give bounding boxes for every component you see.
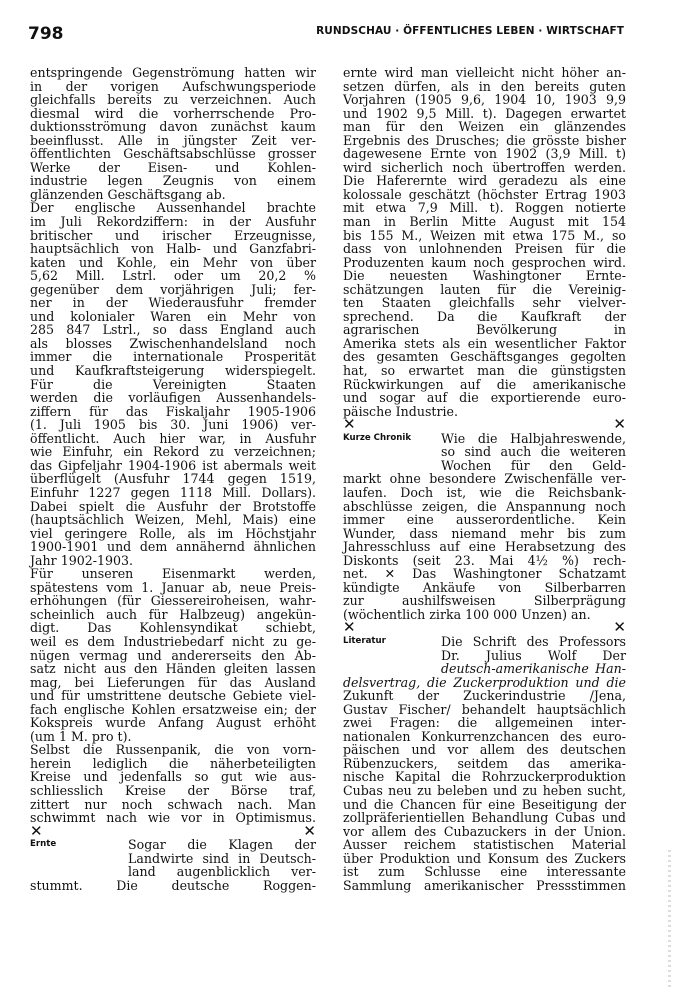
text-line: markt ohne besondere Zwischenfälle ver-	[343, 471, 626, 487]
text-line: Landwirte sind in Deutsch-	[128, 850, 316, 866]
text-line: Cubas neu zu beleben und zu heben sucht,	[343, 782, 626, 798]
text-line: mag, bei Lieferungen für das Ausland	[30, 674, 316, 690]
text-line: immer die internationale Prosperität	[30, 349, 316, 365]
page-number: 798	[28, 24, 64, 44]
text-line: (um 1 M. pro t).	[30, 728, 132, 744]
scan-artifact	[668, 850, 671, 990]
text-line: Amerika stets als ein wesentlicher Faktor	[343, 335, 626, 351]
text-line: und sogar auf die exportierende euro-	[343, 390, 626, 406]
text-line: Zukunft der Zuckerindustrie /Jena,	[343, 688, 626, 704]
section-divider	[343, 415, 626, 434]
text-line: päische Industrie.	[343, 403, 458, 419]
text-line: 1900-1901 und dem annähernd ähnlichen	[30, 539, 316, 555]
cross-marker-icon: ✕	[30, 821, 43, 840]
text-line: und Kaufkraftsteigerung widerspiegelt.	[30, 363, 316, 379]
text-line: gegenüber dem vorjährigen Juli; fer-	[30, 281, 316, 297]
text-line: und für umstrittene deutsche Gebiete viel-	[30, 688, 316, 704]
text-line: Gustav Fischer/ behandelt hauptsächlich	[343, 701, 626, 717]
text-line: Dr. Julius Wolf Der	[441, 647, 626, 663]
left-column	[30, 66, 316, 892]
text-line: beeinflusst. Alle in jüngster Zeit ver-	[30, 132, 316, 148]
text-line: deutsch-amerikanische Han-	[441, 661, 626, 677]
text-line: scheinlich auch für Halbzeug) angekün-	[30, 606, 316, 622]
text-line: öffentlichten Geschäftsabschlüsse grosser	[30, 146, 316, 162]
text-line: land augenblicklich ver-	[128, 864, 316, 880]
cross-marker-icon: ✕	[613, 618, 626, 637]
text-line: entspringende Gegenströmung hatten wir	[30, 65, 316, 80]
text-line: und die Chancen für eine Beseitigung der	[343, 796, 626, 812]
text-line: im Juli Rekordziffern: in der Ausfuhr	[30, 214, 316, 230]
running-head: RUNDSCHAU · ÖFFENTLICHES LEBEN · WIRTSCHAFT	[316, 25, 624, 37]
text-line: satz nicht aus den Händen gleiten lassen	[30, 661, 316, 677]
text-line: Wochen für den Geld-	[441, 457, 626, 473]
text-line: man in Berlin Mitte August mit 154	[343, 214, 626, 230]
text-line: spätestens vom 1. Januar ab, neue Preis-	[30, 579, 316, 595]
text-line: schätzungen lauten für die Vereinig-	[343, 281, 626, 297]
cross-marker-icon: ✕	[613, 415, 626, 434]
section-kurze-chronik	[343, 432, 626, 622]
text-line: dass von unlohnenden Preisen für die	[343, 241, 626, 257]
text-line: zwei Fragen: die allgemeinen inter-	[343, 715, 626, 731]
text-line: Rübenzuckers, seitdem das amerika-	[343, 755, 626, 771]
text-line: 5,62 Mill. Lstrl. oder um 20,2 %	[30, 268, 316, 284]
cross-marker-icon: ✕	[303, 821, 316, 840]
text-line: immer eine ausserordentliche. Kein	[343, 512, 626, 528]
text-line: überflügelt (Ausfuhr 1744 gegen 1519,	[30, 471, 316, 487]
text-line: Jahresschluss auf eine Herabsetzung des	[343, 539, 626, 555]
text-line: net. ✕ Das Washingtoner Schatzamt	[343, 566, 626, 582]
text-line: Die neuesten Washingtoner Ernte-	[343, 268, 626, 284]
text-line: zollpräferientiellen Behandlung Cubas und	[343, 810, 626, 826]
text-line: Die Schrift des Professors	[441, 633, 626, 649]
text-line: delsvertrag, die Zuckerproduktion und die	[343, 674, 626, 690]
text-line: nügen vermag und andererseits den Ab-	[30, 647, 316, 663]
text-line: katen und Kohle, ein Mehr von über	[30, 254, 316, 270]
text-line: gleichfalls bereits zu verzeichnen. Auch	[30, 92, 316, 108]
text-line: Vorjahren (1905 9,6, 1904 10, 1903 9,9	[343, 92, 626, 108]
text-line: schwimmt nach wie vor in Optimismus.	[30, 810, 316, 826]
text-line: erhöhungen (für Giessereiroheisen, wahr-	[30, 593, 316, 609]
text-line: Selbst die Russenpanik, die von vorn-	[30, 742, 316, 758]
text-line: herein lediglich die näherbeteiligten	[30, 755, 316, 771]
text-line: setzen dürfen, als in den bereits guten	[343, 78, 626, 94]
text-line: hauptsächlich von Halb- und Ganzfabri-	[30, 241, 316, 257]
text-line: ziffern für das Fiskaljahr 1905-1906	[30, 403, 316, 419]
text-line: das Gipfeljahr 1904-1906 ist abermals weit	[30, 457, 316, 473]
section-ernte	[30, 838, 316, 892]
text-line: weil es dem Industriebedarf nicht zu ge-	[30, 633, 316, 649]
text-line: Der englische Aussenhandel brachte	[30, 200, 316, 216]
text-line: abschlüsse zeigen, die Anspannung noch	[343, 498, 626, 514]
cross-marker-icon: ✕	[343, 415, 356, 434]
text-line: Sogar die Klagen der	[128, 837, 316, 853]
text-line: Für die Vereinigten Staaten	[30, 376, 316, 392]
text-line: (hauptsächlich Weizen, Mehl, Mais) eine	[30, 512, 316, 528]
text-line: Kokspreis wurde Anfang August erhöht	[30, 715, 316, 731]
text-line: bis 155 M., Weizen mit etwa 175 M., so	[343, 227, 626, 243]
text-line: nische Kapital die Rohrzuckerproduktion	[343, 769, 626, 785]
text-line: Ausser reichem statistischen Material	[343, 837, 626, 853]
text-line: man für den Weizen ein glänzendes	[343, 119, 626, 135]
section-divider	[343, 618, 626, 637]
text-line: diesmal wird die vorherrschende Pro-	[30, 105, 316, 121]
text-line: fach englische Kohlen ersatzweise ein; der	[30, 701, 316, 717]
text-line: Produzenten kaum noch gesprochen wird.	[343, 254, 626, 270]
text-line: (1. Juli 1905 bis 30. Juni 1906) ver-	[30, 417, 316, 433]
text-line: vor allem des Cubazuckers in der Union.	[343, 823, 626, 839]
text-line: duktionsströmung davon zunächst kaum	[30, 119, 316, 135]
text-line: laufen. Doch ist, wie die Reichsbank-	[343, 484, 626, 500]
text-line: industrie legen Zeugnis von einem	[30, 173, 316, 189]
text-line: agrarischen Bevölkerung in	[343, 322, 626, 338]
text-line: dagewesene Ernte von 1902 (3,9 Mill. t)	[343, 146, 626, 162]
text-line: in der vorigen Aufschwungsperiode	[30, 78, 316, 94]
text-line: öffentlicht. Auch hier war, in Ausfuhr	[30, 430, 316, 446]
text-line: zur aushilfsweisen Silberprägung	[343, 593, 626, 609]
text-line: nationalen Konkurrenzchancen des euro-	[343, 728, 626, 744]
text-line: über Produktion und Konsum des Zuckers	[343, 850, 626, 866]
section-literatur	[343, 635, 626, 892]
text-line: wird sicherlich noch übertroffen werden.	[343, 159, 626, 175]
text-line: mit etwa 7,9 Mill. t). Roggen notierte	[343, 200, 626, 216]
text-line: kündigte Ankäufe von Silberbarren	[343, 579, 626, 595]
right-column	[343, 66, 626, 892]
text-line: ist zum Schlusse eine interessante	[343, 864, 626, 880]
text-line: päischen und vor allem des deutschen	[343, 742, 626, 758]
text-line: zittert nur noch schwach nach. Man	[30, 796, 316, 812]
text-line: Dabei spielt die Ausfuhr der Brotstoffe	[30, 498, 316, 514]
text-line: Für unseren Eisenmarkt werden,	[30, 566, 316, 582]
text-line: hat, so erwartet man die günstigsten	[343, 363, 626, 379]
text-line: und 1902 9,5 Mill. t). Dagegen erwartet	[343, 105, 626, 121]
text-line: sprechend. Da die Kaufkraft der	[343, 308, 626, 324]
text-line: wie Einfuhr, ein Rekord zu verzeichnen;	[30, 444, 316, 460]
sidenote-label: Kurze Chronik	[343, 432, 412, 443]
text-line: Die Haferernte wird geradezu als eine	[343, 173, 626, 189]
text-line: ernte wird man vielleicht nicht höher an-	[343, 65, 626, 80]
text-line: Jahr 1902-1903.	[30, 552, 134, 568]
text-line: glänzenden Geschäftsgang ab.	[30, 186, 226, 202]
text-line: Einfuhr 1227 gegen 1118 Mill. Dollars).	[30, 484, 316, 500]
text-line: Diskonts (seit 23. Mai 4½ %) rech-	[343, 552, 626, 568]
text-line: schliesslich Kreise der Börse traf,	[30, 782, 316, 798]
sidenote-label: Ernte	[30, 839, 57, 850]
text-line: stummt. Die deutsche Roggen-	[30, 877, 316, 893]
text-line: des gesamten Geschäftsganges gegolten	[343, 349, 626, 365]
text-line: als blosses Zwischenhandelsland noch	[30, 335, 316, 351]
text-line: ten Staaten gleichfalls sehr vielver-	[343, 295, 626, 311]
text-line: Rückwirkungen auf die amerikanische	[343, 376, 626, 392]
text-line: Wunder, dass niemand mehr bis zum	[343, 525, 626, 541]
text-line: Werke der Eisen- und Kohlen-	[30, 159, 316, 175]
text-line: und kolonialer Waren ein Mehr von	[30, 308, 316, 324]
sidenote-label: Literatur	[343, 635, 386, 646]
text-line: ner in der Wiederausfuhr fremder	[30, 295, 316, 311]
text-line: Wie die Halbjahreswende,	[441, 430, 626, 446]
text-line: britischer und irischer Erzeugnisse,	[30, 227, 316, 243]
text-line: 285 847 Lstrl., so dass England auch	[30, 322, 316, 338]
text-line: Kreise und jedenfalls so gut wie aus-	[30, 769, 316, 785]
section-divider	[30, 821, 316, 840]
text-line: so sind auch die weiteren	[441, 444, 626, 460]
text-line: Sammlung amerikanischer Pressstimmen	[343, 877, 626, 893]
cross-marker-icon: ✕	[343, 618, 356, 637]
text-line: Ergebnis des Drusches; die grösste bisher	[343, 132, 626, 148]
text-line: digt. Das Kohlensyndikat schiebt,	[30, 620, 316, 636]
text-line: kolossale geschätzt (höchster Ertrag 1903	[343, 186, 626, 202]
text-line: werden die vorläufigen Aussenhandels-	[30, 390, 316, 406]
text-line: viel geringere Rolle, als im Höchstjahr	[30, 525, 316, 541]
text-line: (wöchentlich zirka 100 000 Unzen) an.	[343, 606, 591, 622]
